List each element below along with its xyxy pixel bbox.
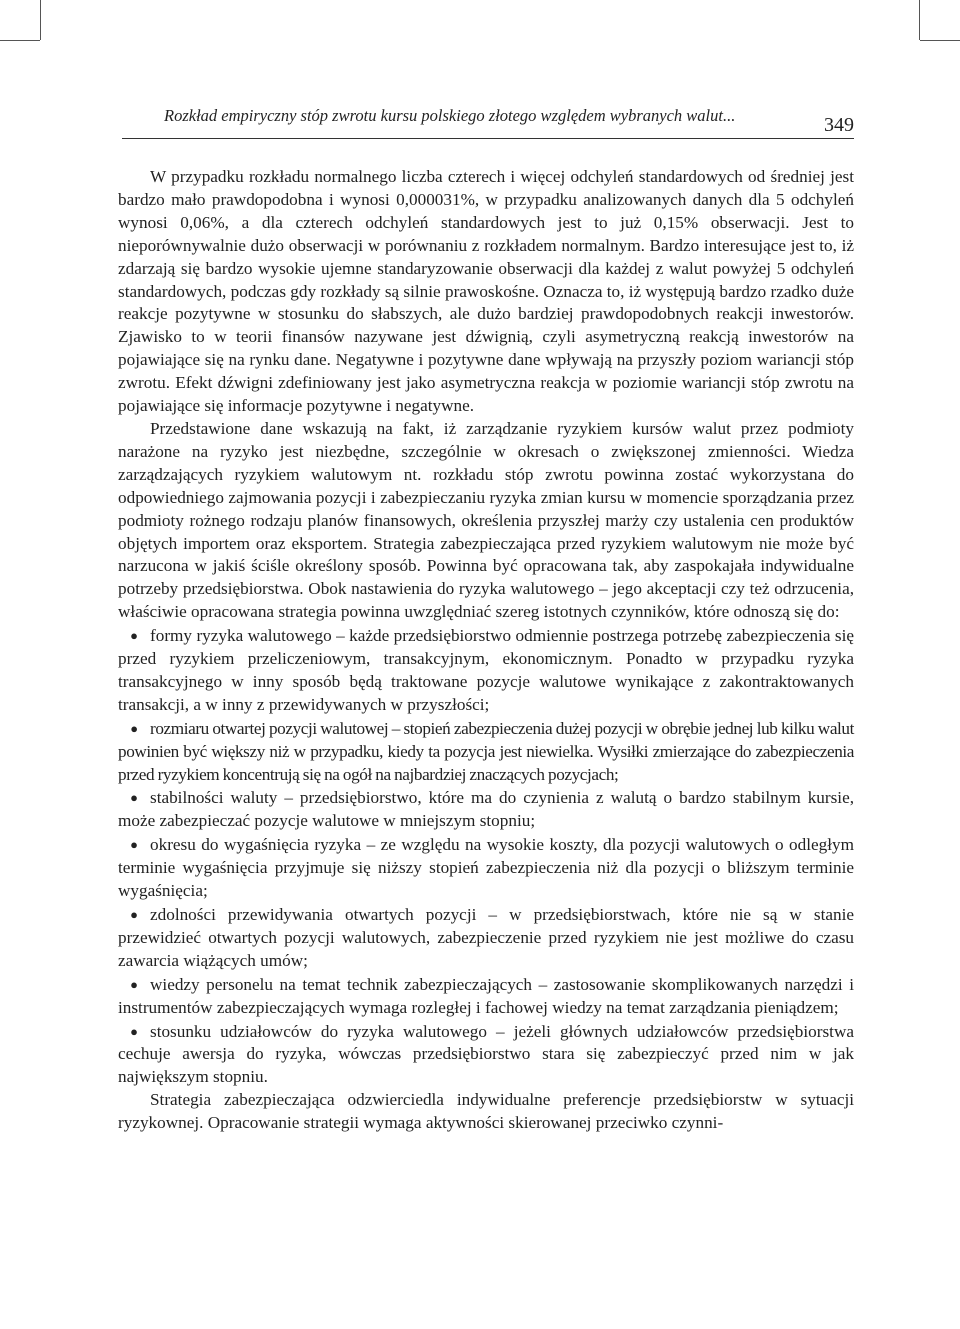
list-item (118, 718, 854, 787)
bullet-icon: ● (130, 628, 138, 644)
list-item-text: stabilności waluty – przedsiębiorstwo, które ma do czynienia z walutą o bardzo stabilnym kursie, może zabezpieczać pozycje walutowe w mniejszym stopniu; (118, 788, 854, 831)
bullet-icon: ● (130, 790, 138, 806)
list-item-text: formy ryzyka walutowego – każde przedsiębiorstwo odmiennie postrzega potrzebę zabezpieczenia się przed ryzykiem przeliczeniowym, transakcyjnym, ekonomicznym. Ponadto w przypadku ryzyka transakcyjnego w inny sposób będą traktowane pozycje walutowe wynikające z zakontraktowanych transakcji, a w inny z przewidywanych w przyszłości; (118, 626, 854, 714)
paragraph-2: Przedstawione dane wskazują na fakt, iż zarządzanie ryzykiem kursów walut przez podmioty narażone na ryzyko jest niezbędne, szczególnie w okresach o zwiększonej zmienności. Wiedza zarządzających ryzykiem walutowym nt. rozkładu stóp zwrotu powinna zostać wykorzystana do odpowiedniego zajmowania pozycji i zabezpieczaniu ryzyka zmian kursu w momencie sporządzania przez podmioty rożnego rodzaju planów finansowych, określenia przyszłej marży czy ustalenia cen produktów objętych importem oraz eksportem. Strategia zabezpieczająca przed ryzykiem walutowym nie może być narzucona w jakiś ściśle określony sposób. Powinna być opracowana tak, aby zaspokajała indywidualne potrzeby przedsiębiorstwa. Obok nastawienia do ryzyka walutowego – jego akceptacji czy też odrzucenia, właściwie opracowana strategia powinna uwzględniać szereg istotnych czynników, które odnoszą się do: (118, 418, 854, 622)
list-item-text: rozmiaru otwartej pozycji walutowej – stopień zabezpieczenia dużej pozycji w obrębie jednej lub kilku walut powinien być większy niż w przypadku, kiedy ta pozycja jest niewielka. Wysiłki zmierzające do zabezpieczenia przed ryzykiem koncentrują się na ogół na najbardziej znaczących pozycjach; (118, 718, 854, 784)
crop-mark-top-right-vertical (919, 0, 920, 40)
bullet-icon: ● (130, 1023, 138, 1039)
bullet-icon: ● (130, 976, 138, 992)
crop-mark-top-right-horizontal (920, 40, 960, 41)
list-item (118, 834, 854, 903)
bullet-icon: ● (130, 837, 138, 853)
page-number: 349 (824, 114, 854, 136)
header-title: Rozkład empiryczny stóp zwrotu kursu polskiego złotego względem wybranych walut... (164, 106, 736, 125)
bullet-icon: ● (130, 720, 138, 736)
list-item (118, 787, 854, 833)
paragraph-3: Strategia zabezpieczająca odzwierciedla indywidualne preferencje przedsiębiorstw w sytuacji ryzykownej. Opracowanie strategii wymaga aktywności skierowanej przeciwko czynni- (118, 1090, 854, 1133)
list-item-text: okresu do wygaśnięcia ryzyka – ze względu na wysokie koszty, dla pozycji walutowych o odległym terminie wygaśnięcia przyjmuje się niższy stopień zabezpieczenia niż dla pozycji o bliższym terminie wygaśnięcia; (118, 835, 854, 901)
paragraph-1: W przypadku rozkładu normalnego liczba czterech i więcej odchyleń standardowych od średniej jest bardzo mało prawdopodobna i wynosi 0,000031%, w przypadku analizowanych danych dla 5 odchyleń wynosi 0,06%, a dla czterech odchyleń standardowych jest to już 0,15% obserwacji. Jest to nieporównywalnie dużo obserwacji w porównaniu z rozkładem normalnym. Bardzo interesujące jest to, iż zdarzają się bardzo wysokie ujemne standaryzowanie obserwacji dla każdej z walut powyżej 5 odchyleń standardowych, podczas gdy rozkłady są silnie prawoskośne. Oznacza to, iż występują bardzo rzadko duże reakcje pozytywne w stosunku do słabszych, ale dużo bardziej prawdopodobnych reakcji inwestorów. Zjawisko to w teorii finansów nazywane jest dźwignią, czyli asymetryczną reakcją inwestorów na pojawiające się na rynku dane. Negatywne i pozytywne dane wpływają na przyszły poziom wariancji stóp zwrotu. Efekt dźwigni zdefiniowany jest jako asymetryczna reakcja w poziomie wariancji stóp zwrotu na pojawiające się informacje pozytywne i negatywne. (118, 167, 854, 416)
list-item (118, 974, 854, 1020)
page-body (118, 166, 854, 1135)
crop-mark-top-left-vertical (40, 0, 41, 40)
list-item (118, 904, 854, 973)
list-item-text: zdolności przewidywania otwartych pozycji – w przedsiębiorstwach, które nie są w stanie przewidzieć otwartych pozycji walutowych, zabezpieczenie przed ryzykiem nie jest możliwe do czasu zawarcia wiążących umów; (118, 905, 854, 970)
list-item (118, 1021, 854, 1090)
factor-list (118, 625, 854, 1089)
crop-mark-top-left-horizontal (0, 40, 40, 41)
list-item-text: stosunku udziałowców do ryzyka walutowego – jeżeli głównych udziałowców przedsiębiorstwa cechuje awersja do ryzyka, wówczas przedsiębiorstwo stara się zabezpieczyć przed nim w jak największym stopniu. (118, 1021, 854, 1087)
running-header (122, 100, 854, 139)
list-item (118, 625, 854, 717)
bullet-icon: ● (130, 907, 138, 922)
list-item-text: wiedzy personelu na temat technik zabezpieczających – zastosowanie skomplikowanych narzędzi i instrumentów zabezpieczających wymaga rozległej i fachowej wiedzy na temat zarządzania pieniądzem; (118, 974, 854, 1017)
